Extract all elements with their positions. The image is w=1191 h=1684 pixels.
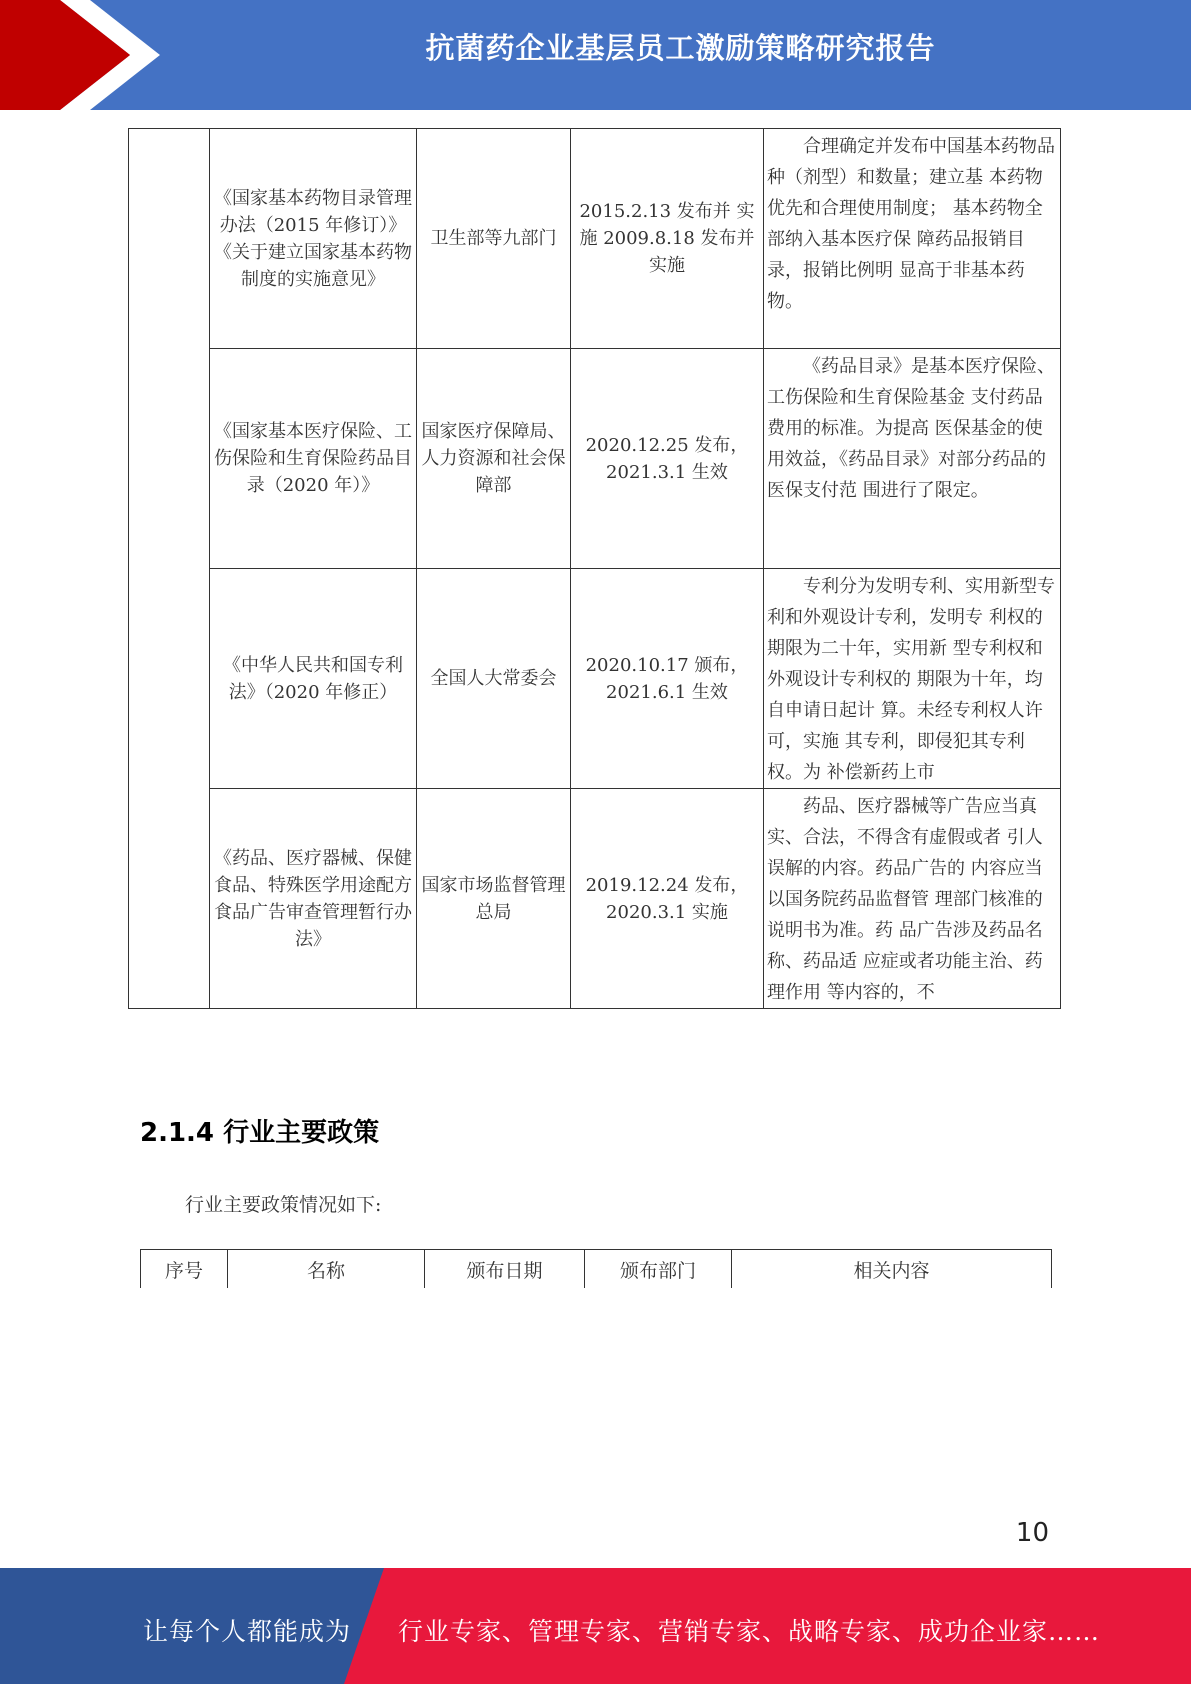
- page-header: [0, 0, 1191, 110]
- content-cell: 专利分为发明专利、实用新型专利和外观设计专利，发明专 利权的期限为二十年，实用新 型专利权和外观设计专利权的 期限为十年，均自申请日起计 算。未经专利权人许可，实施 其专利，即侵犯其专利权。为 补偿新药上市: [764, 569, 1061, 789]
- content-cell: 《药品目录》是基本医疗保险、工伤保险和生育保险基金 支付药品费用的标准。为提高 医保基金的使用效益，《药品目录》对部分药品的医保支付范 围进行了限定。: [764, 349, 1061, 569]
- column-header-name: 名称: [228, 1250, 425, 1289]
- content-cell: 合理确定并发布中国基本药物品种（剂型）和数量；建立基 本药物优先和合理使用制度； 基本药物全部纳入基本医疗保 障药品报销目录，报销比例明 显高于非基本药物。: [764, 129, 1061, 349]
- date-cell: 2015.2.13 发布并 实施 2009.8.18 发布并 实施: [571, 129, 764, 349]
- date-cell: 2020.12.25 发布，2021.3.1 生效: [571, 349, 764, 569]
- page-footer: [0, 1568, 1191, 1684]
- table-row: [129, 569, 1061, 789]
- department-cell: 全国人大常委会: [417, 569, 571, 789]
- column-header-date: 颁布日期: [425, 1250, 585, 1289]
- table-row: [129, 349, 1061, 569]
- content-cell: 药品、医疗器械等广告应当真实、合法，不得含有虚假或者 引人误解的内容。药品广告的 内容应当以国务院药品监督管 理部门核准的说明书为准。药 品广告涉及药品名称、药品适 应症或者功能主治、药理作用 等内容的，不: [764, 789, 1061, 1009]
- section-intro-text: 行业主要政策情况如下:: [185, 1194, 382, 1216]
- date-cell: 2020.10.17 颁布，2021.6.1 生效: [571, 569, 764, 789]
- column-header-index: 序号: [141, 1250, 228, 1289]
- policy-name-cell: 《国家基本药物目录管理办法（2015 年修订）》《关于建立国家基本药物制度的实施意见》: [210, 129, 417, 349]
- policy-name-cell: 《国家基本医疗保险、工伤保险和生育保险药品目录（2020 年）》: [210, 349, 417, 569]
- column-header-department: 颁布部门: [585, 1250, 732, 1289]
- table-row: [129, 789, 1061, 1009]
- column-header-content: 相关内容: [732, 1250, 1052, 1289]
- date-cell: 2019.12.24 发布，2020.3.1 实施: [571, 789, 764, 1009]
- department-cell: 卫生部等九部门: [417, 129, 571, 349]
- section-heading: 2.1.4 行业主要政策: [140, 1118, 380, 1148]
- policy-name-cell: 《中华人民共和国专利法》（2020 年修正）: [210, 569, 417, 789]
- table-header-row: [141, 1250, 1052, 1289]
- report-title: 抗菌药企业基层员工激励策略研究报告: [425, 31, 936, 65]
- table-row: [129, 129, 1061, 349]
- department-cell: 国家医疗保障局、人力资源和社会保障部: [417, 349, 571, 569]
- industry-policy-table: [140, 1249, 1052, 1288]
- footer-slogan-right: 行业专家、管理专家、营销专家、战略专家、成功企业家……: [398, 1617, 1101, 1646]
- department-cell: 国家市场监督管理总局: [417, 789, 571, 1009]
- footer-slogan-left: 让每个人都能成为: [143, 1617, 352, 1646]
- merged-index-cell: [129, 129, 210, 1009]
- policy-table-continued: [128, 128, 1061, 1009]
- policy-name-cell: 《药品、医疗器械、保健食品、特殊医学用途配方食品广告审查管理暂行办法》: [210, 789, 417, 1009]
- page-number: 10: [1015, 1518, 1049, 1548]
